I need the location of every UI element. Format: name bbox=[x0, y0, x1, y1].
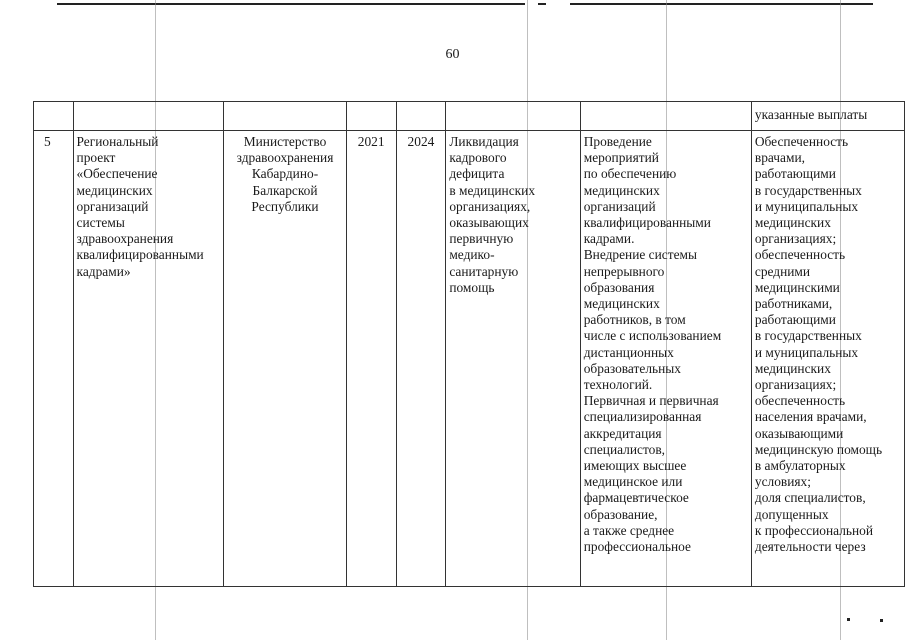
table-row-continuation bbox=[34, 102, 905, 131]
cell-empty bbox=[446, 102, 580, 131]
scan-top-line-left bbox=[57, 3, 525, 5]
scan-speck bbox=[880, 619, 883, 622]
cell-row-number: 5 bbox=[34, 131, 74, 587]
cell-executor: Министерство здравоохранения Кабардино- Балкарской Республики bbox=[224, 131, 347, 587]
scan-speck bbox=[847, 618, 850, 621]
cell-empty bbox=[73, 102, 224, 131]
cell-year-start: 2021 bbox=[346, 131, 396, 587]
cell-empty bbox=[580, 102, 751, 131]
cell-indicators-continuation: указанные выплаты bbox=[751, 102, 904, 131]
cell-indicators: Обеспеченность врачами, работающими в государственных и муниципальных медицинских организациях; обеспеченность средними медицинскими работниками, работающими в государственных и муниципальных медицинских организациях; обеспеченность населения врачами, оказывающими медицинскую помощь в амбулаторных условиях; доля специалистов, допущенных к профессиональной деятельности через bbox=[751, 131, 904, 587]
measures-table bbox=[33, 101, 905, 587]
scan-top-dash bbox=[538, 3, 546, 5]
cell-empty bbox=[346, 102, 396, 131]
cell-empty bbox=[224, 102, 347, 131]
table-row bbox=[34, 131, 905, 587]
cell-project-name: Региональный проект «Обеспечение медицинских организаций системы здравоохранения квалифицированными кадрами» bbox=[73, 131, 224, 587]
cell-empty bbox=[396, 102, 446, 131]
page-number: 60 bbox=[445, 47, 460, 62]
cell-problem: Ликвидация кадрового дефицита в медицинских организациях, оказывающих первичную медико- санитарную помощь bbox=[446, 131, 580, 587]
cell-measures: Проведение мероприятий по обеспечению медицинских организаций квалифицированными кадрами. Внедрение системы непрерывного образования медицинских работников, в том числе с использованием дистанционных образовательных технологий. Первичная и первичная специализированная аккредитация специалистов, имеющих высшее медицинское или фармацевтическое образование, а также среднее профессиональное bbox=[580, 131, 751, 587]
scan-top-line-right bbox=[570, 3, 873, 5]
cell-year-end: 2024 bbox=[396, 131, 446, 587]
cell-empty bbox=[34, 102, 74, 131]
